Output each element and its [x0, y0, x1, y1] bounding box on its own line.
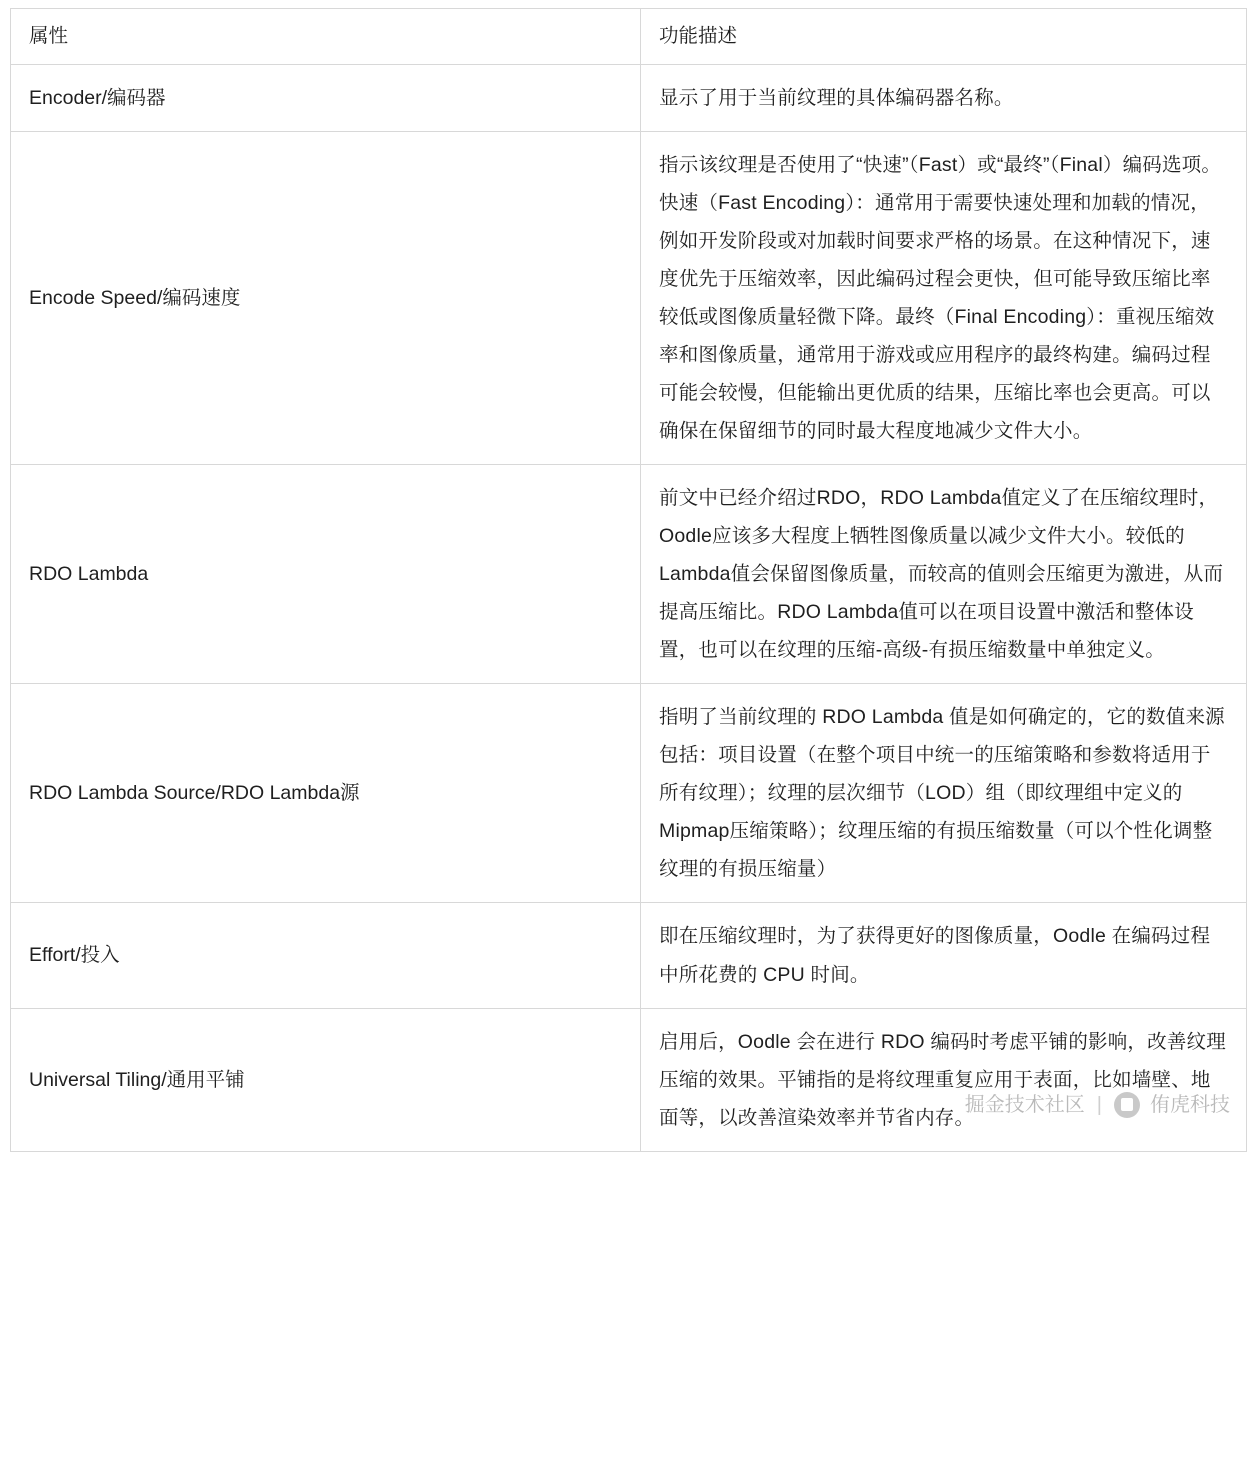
- watermark-site: 掘金技术社区: [964, 1093, 1085, 1116]
- row-attribute-encoder: Encoder/编码器: [11, 65, 641, 132]
- table-row: [11, 684, 1247, 903]
- row-description-effort: 即在压缩纹理时，为了获得更好的图像质量，Oodle 在编码过程中所花费的 CPU 时间。: [641, 903, 1247, 1008]
- column-header-description: 功能描述: [641, 9, 1247, 65]
- row-description-encoder: 显示了用于当前纹理的具体编码器名称。: [641, 65, 1247, 132]
- column-header-attribute: 属性: [11, 9, 641, 65]
- row-description-encode-speed: 指示该纹理是否使用了“快速”（Fast）或“最终”（Final）编码选项。快速（Fast Encoding）：通常用于需要快速处理和加载的情况，例如开发阶段或对加载时间要求严格的场景。在这种情况下，速度优先于压缩效率，因此编码过程会更快，但可能导致压缩比率较低或图像质量轻微下降。最终（Final Encoding）：重视压缩效率和图像质量，通常用于游戏或应用程序的最终构建。编码过程可能会较慢，但能输出更优质的结果，压缩比率也会更高。可以确保在保留细节的同时最大程度地减少文件大小。: [641, 132, 1247, 465]
- row-attribute-encode-speed: Encode Speed/编码速度: [11, 132, 641, 465]
- table-row: [11, 132, 1247, 465]
- table-row: [11, 1008, 1247, 1151]
- table-header: [11, 9, 1247, 65]
- row-attribute-universal-tiling: Universal Tiling/通用平铺: [11, 1008, 641, 1151]
- row-attribute-rdo-lambda: RDO Lambda: [11, 465, 641, 684]
- table-body: [11, 65, 1247, 1151]
- row-attribute-effort: Effort/投入: [11, 903, 641, 1008]
- row-description-rdo-lambda: 前文中已经介绍过RDO，RDO Lambda值定义了在压缩纹理时，Oodle应该多大程度上牺牲图像质量以减少文件大小。较低的Lambda值会保留图像质量，而较高的值则会压缩更为激进，从而提高压缩比。RDO Lambda值可以在项目设置中激活和整体设置，也可以在纹理的压缩-高级-有损压缩数量中单独定义。: [641, 465, 1247, 684]
- table-row: [11, 65, 1247, 132]
- table-row: [11, 903, 1247, 1008]
- table-header-row: [11, 9, 1247, 65]
- row-description-rdo-lambda-source: 指明了当前纹理的 RDO Lambda 值是如何确定的，它的数值来源包括：项目设置（在整个项目中统一的压缩策略和参数将适用于所有纹理）；纹理的层次细节（LOD）组（即纹理组中定义的Mipmap压缩策略）；纹理压缩的有损压缩数量（可以个性化调整纹理的有损压缩量）: [641, 684, 1247, 903]
- watermark-author: 侑虎科技: [1150, 1093, 1230, 1116]
- watermark-divider: |: [1096, 1093, 1102, 1116]
- oodle-texture-settings-table: [10, 8, 1247, 1152]
- table-row: [11, 465, 1247, 684]
- row-description-universal-tiling: 启用后，Oodle 会在进行 RDO 编码时考虑平铺的影响，改善纹理压缩的效果。平铺指的是将纹理重复应用于表面，比如墙壁、地面等，以改善渲染效率并节省内存。: [641, 1008, 1247, 1151]
- row-attribute-rdo-lambda-source: RDO Lambda Source/RDO Lambda源: [11, 684, 641, 903]
